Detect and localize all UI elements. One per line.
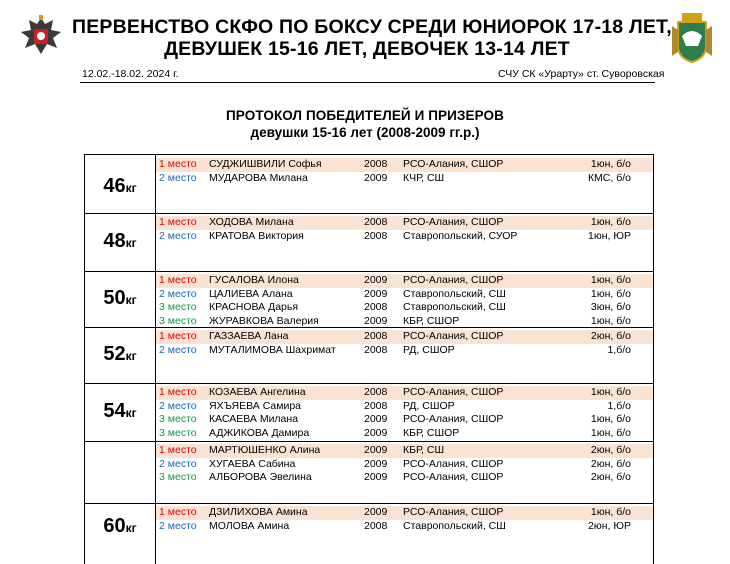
birth-year: 2008 [364, 343, 388, 356]
sport-rank: 1юн, б/о [590, 413, 631, 426]
table-row [156, 230, 653, 244]
organization: РД, СШОР [403, 343, 455, 356]
athlete-name: ХУГАЕВА Сабина [209, 457, 296, 470]
organization: КЧР, СШ [403, 171, 445, 184]
sport-rank: 1юн, б/о [590, 287, 631, 300]
place-label: 3 место [159, 413, 197, 426]
athlete-name: МАРТЮШЕНКО Алина [209, 444, 321, 456]
birth-year: 2009 [364, 506, 388, 518]
athlete-name: ГАЗЗАЕВА Лана [209, 330, 289, 342]
stavropol-coat-of-arms-icon [668, 12, 716, 64]
birth-year: 2008 [364, 519, 388, 532]
table-row [156, 400, 653, 414]
organization: КБР, СШ [403, 444, 445, 456]
place-label: 3 место [159, 301, 197, 314]
organization: РСО-Алания, СШОР [403, 216, 504, 228]
weight-category-label [85, 343, 155, 366]
event-title-line1: ПЕРВЕНСТВО СКФО ПО БОКСУ СРЕДИ ЮНИОРОК 17-18 ЛЕТ, [72, 16, 672, 38]
athlete-name: ЦАЛИЕВА Алана [209, 287, 293, 300]
place-label: 1 место [159, 216, 197, 228]
sport-rank: 1юн, б/о [590, 274, 631, 286]
weight-unit: кг [125, 293, 137, 307]
organization: Ставропольский, СУОР [403, 229, 518, 242]
birth-year: 2008 [364, 301, 388, 314]
place-label: 1 место [159, 386, 197, 398]
table-row [156, 444, 653, 458]
weight-category-label [85, 230, 155, 253]
organization: РД, СШОР [403, 399, 455, 412]
table-row [156, 158, 653, 172]
sport-rank: 3юн, б/о [590, 301, 631, 314]
birth-year: 2009 [364, 314, 388, 327]
weight-unit: кг [125, 521, 137, 535]
sport-rank: 2юн, б/о [590, 444, 631, 456]
results-table [84, 154, 654, 564]
sport-rank: 1юн, б/о [590, 506, 631, 518]
table-row [156, 413, 653, 427]
weight-category-label [85, 400, 155, 423]
birth-year: 2009 [364, 287, 388, 300]
sport-rank: 1,б/о [607, 343, 631, 356]
table-row [156, 344, 653, 358]
place-label: 1 место [159, 274, 197, 286]
athlete-name: ЖУРАВКОВА Валерия [209, 314, 319, 327]
birth-year: 2008 [364, 216, 388, 228]
birth-year: 2009 [364, 274, 388, 286]
table-row [156, 330, 653, 344]
table-row [156, 520, 653, 534]
athlete-name: МУДАРОВА Милана [209, 171, 308, 184]
organization: РСО-Алания, СШОР [403, 274, 504, 286]
table-row [156, 301, 653, 315]
place-label: 2 место [159, 399, 197, 412]
weight-value: 48 [103, 230, 126, 252]
athlete-name: ДЗИЛИХОВА Амина [209, 506, 308, 518]
athlete-name: ЯХЪЯЕВА Самира [209, 399, 302, 412]
athlete-name: СУДЖИШВИЛИ Софья [209, 158, 322, 170]
organization: КБР, СШОР [403, 314, 460, 327]
header-divider [80, 82, 655, 83]
event-venue: СЧУ СК «Урарту» ст. Суворовская [498, 68, 665, 80]
sport-rank: 1юн, б/о [590, 216, 631, 228]
weight-value: 60 [103, 515, 126, 537]
sport-rank: 2юн, б/о [590, 457, 631, 470]
place-label: 1 место [159, 444, 197, 456]
sport-rank: КМС, б/о [587, 171, 631, 184]
table-row [156, 216, 653, 230]
athlete-name: ГУСАЛОВА Илона [209, 274, 299, 286]
organization: РСО-Алания, СШОР [403, 506, 504, 518]
weight-unit: кг [125, 349, 137, 363]
weight-unit: кг [125, 406, 137, 420]
weight-category-label [85, 287, 155, 310]
athlete-name: АДЖИКОВА Дамира [209, 426, 310, 439]
place-label: 2 место [159, 171, 197, 184]
category-separator [85, 213, 653, 214]
weight-unit: кг [125, 236, 137, 250]
weight-unit: кг [125, 181, 137, 195]
table-row [156, 427, 653, 441]
athlete-name: КРАСНОВА Дарья [209, 301, 299, 314]
sport-rank: 2юн, ЮР [588, 519, 631, 532]
sport-rank: 1юн, ЮР [588, 229, 631, 242]
athlete-name: ХОДОВА Милана [209, 216, 294, 228]
weight-value: 52 [103, 343, 126, 365]
table-row [156, 471, 653, 485]
sport-rank: 1юн, б/о [590, 426, 631, 439]
sport-rank: 1юн, б/о [590, 158, 631, 170]
sport-rank: 1,б/о [607, 399, 631, 412]
organization: Ставропольский, СШ [403, 287, 506, 300]
place-label: 2 место [159, 343, 197, 356]
place-label: 2 место [159, 229, 197, 242]
athlete-name: КАСАЕВА Милана [209, 413, 299, 426]
birth-year: 2009 [364, 413, 388, 426]
category-separator [85, 503, 653, 504]
organization: РСО-Алания, СШОР [403, 386, 504, 398]
sport-rank: 2юн, б/о [590, 330, 631, 342]
birth-year: 2009 [364, 444, 388, 456]
place-label: 2 место [159, 287, 197, 300]
birth-year: 2008 [364, 330, 388, 342]
birth-year: 2008 [364, 386, 388, 398]
category-separator [85, 383, 653, 384]
weight-category-label [85, 515, 155, 538]
table-row [156, 172, 653, 186]
event-title-line2: ДЕВУШЕК 15-16 ЛЕТ, ДЕВОЧЕК 13-14 ЛЕТ [164, 38, 570, 60]
organization: РСО-Алания, СШОР [403, 457, 504, 470]
category-separator [85, 271, 653, 272]
sport-rank: 2юн, б/о [590, 471, 631, 484]
athlete-name: МОЛОВА Амина [209, 519, 290, 532]
organization: Ставропольский, СШ [403, 519, 506, 532]
birth-year: 2008 [364, 229, 388, 242]
place-label: 1 место [159, 330, 197, 342]
birth-year: 2008 [364, 158, 388, 170]
birth-year: 2008 [364, 399, 388, 412]
organization: Ставропольский, СШ [403, 301, 506, 314]
sport-rank: 1юн, б/о [590, 314, 631, 327]
sport-rank: 1юн, б/о [590, 386, 631, 398]
weight-value: 54 [103, 400, 126, 422]
athlete-name: КОЗАЕВА Ангелина [209, 386, 306, 398]
athlete-name: АЛБОРОВА Эвелина [209, 471, 312, 484]
table-row [156, 506, 653, 520]
event-dates: 12.02.-18.02. 2024 г. [82, 68, 179, 80]
place-label: 3 место [159, 426, 197, 439]
birth-year: 2009 [364, 457, 388, 470]
table-row [156, 386, 653, 400]
organization: РСО-Алания, СШОР [403, 158, 504, 170]
table-row [156, 458, 653, 472]
place-label: 2 место [159, 457, 197, 470]
weight-value: 46 [103, 175, 126, 197]
weight-category-label [85, 175, 155, 198]
place-label: 2 место [159, 519, 197, 532]
category-separator [85, 441, 653, 442]
athlete-name: МУТАЛИМОВА Шахримат [209, 343, 336, 356]
category-separator [85, 327, 653, 328]
place-label: 1 место [159, 506, 197, 518]
athlete-name: КРАТОВА Виктория [209, 229, 304, 242]
birth-year: 2009 [364, 471, 388, 484]
place-label: 3 место [159, 314, 197, 327]
place-label: 3 место [159, 471, 197, 484]
table-row [156, 288, 653, 302]
table-row [156, 274, 653, 288]
birth-year: 2009 [364, 426, 388, 439]
place-label: 1 место [159, 158, 197, 170]
organization: РСО-Алания, СШОР [403, 330, 504, 342]
protocol-title: ПРОТОКОЛ ПОБЕДИТЕЛЕЙ И ПРИЗЕРОВ [226, 108, 504, 123]
organization: РСО-Алания, СШОР [403, 413, 504, 426]
weight-value: 50 [103, 287, 126, 309]
sports-ministry-emblem-icon [17, 12, 65, 60]
birth-year: 2009 [364, 171, 388, 184]
organization: КБР, СШОР [403, 426, 460, 439]
organization: РСО-Алания, СШОР [403, 471, 504, 484]
protocol-subtitle: девушки 15-16 лет (2008-2009 гг.р.) [250, 125, 480, 140]
